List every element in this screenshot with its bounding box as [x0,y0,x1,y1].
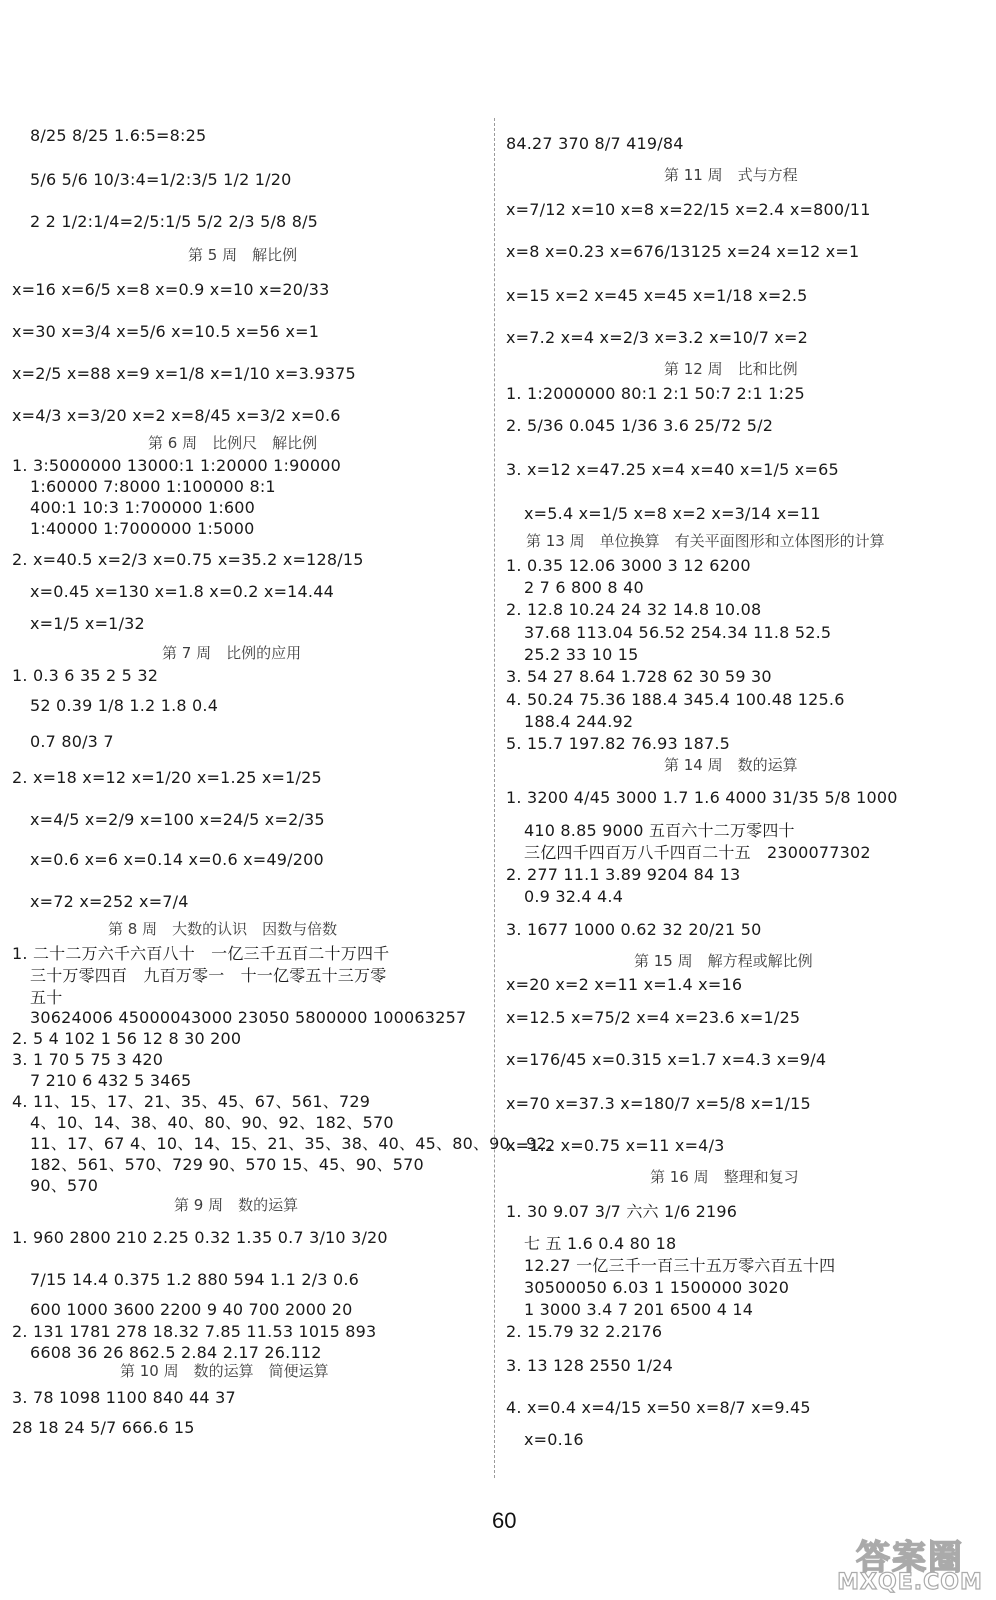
answer-line: 30624006 45000043000 23050 5800000 100063257 [30,1008,467,1027]
week-heading: 第 9 周 数的运算 [174,1196,299,1214]
answer-line: 30500050 6.03 1 1500000 3020 [524,1278,790,1297]
answer-line: 3. 13 128 2550 1/24 [506,1356,673,1375]
answer-line: 7 210 6 432 5 3465 [30,1071,192,1090]
week-heading: 第 10 周 数的运算 简便运算 [120,1362,329,1380]
answer-line: x=1/5 x=1/32 [30,614,145,633]
answer-line: 11、17、67 4、10、14、15、21、35、38、40、45、80、90、92、 [30,1134,564,1153]
week-heading: 第 16 周 整理和复习 [650,1168,799,1186]
week-heading: 第 5 周 解比例 [188,246,298,264]
answer-line: x=7.2 x=4 x=2/3 x=3.2 x=10/7 x=2 [506,328,809,347]
answer-line: x=2/5 x=88 x=9 x=1/8 x=1/10 x=3.9375 [12,364,356,383]
answer-line: 4. 11、15、17、21、35、45、67、561、729 [12,1092,371,1111]
answer-line: 3. x=12 x=47.25 x=4 x=40 x=1/5 x=65 [506,460,839,479]
answer-line: 1:40000 1:7000000 1:5000 [30,519,255,538]
answer-line: 1. 二十二万六千六百八十 一亿三千五百二十万四千 [12,944,390,963]
week-heading: 第 14 周 数的运算 [664,756,798,774]
answer-line: 0.9 32.4 4.4 [524,887,624,906]
answer-line: 52 0.39 1/8 1.2 1.8 0.4 [30,696,219,715]
answer-line: 3. 78 1098 1100 840 44 37 [12,1388,236,1407]
week-heading: 第 6 周 比例尺 解比例 [148,434,318,452]
watermark-text: 答案圈 [856,1538,964,1578]
answer-line: x=0.45 x=130 x=1.8 x=0.2 x=14.44 [30,582,334,601]
answer-line: 1. 0.3 6 35 2 5 32 [12,666,159,685]
answer-line: 0.7 80/3 7 [30,732,114,751]
answer-line: 28 18 24 5/7 666.6 15 [12,1418,195,1437]
answer-line: 2. 131 1781 278 18.32 7.85 11.53 1015 893 [12,1322,377,1341]
answer-line: 2 7 6 800 8 40 [524,578,644,597]
column-divider [494,118,495,1478]
answer-line: 五十 [30,988,63,1007]
answer-line: 90、570 [30,1176,99,1195]
answer-line: 188.4 244.92 [524,712,634,731]
answer-line: 12.27 一亿三千一百三十五万零六百五十四 [524,1256,836,1275]
answer-line: 三亿四千四百万八千四百二十五 2300077302 [524,843,871,862]
answer-line: 182、561、570、729 90、570 15、45、90、570 [30,1155,424,1174]
answer-line: 4. x=0.4 x=4/15 x=50 x=8/7 x=9.45 [506,1398,811,1417]
answer-line: 2. x=40.5 x=2/3 x=0.75 x=35.2 x=128/15 [12,550,364,569]
answer-line: 七 五 1.6 0.4 80 18 [524,1234,677,1253]
answer-line: x=0.6 x=6 x=0.14 x=0.6 x=49/200 [30,850,324,869]
answer-line: x=20 x=2 x=11 x=1.4 x=16 [506,975,743,994]
week-heading: 第 13 周 单位换算 有关平面图形和立体图形的计算 [526,532,885,550]
answer-line: 8/25 8/25 1.6:5=8:25 [30,126,207,145]
answer-line: 1. 3:5000000 13000:1 1:20000 1:90000 [12,456,342,475]
answer-line: 1. 3200 4/45 3000 1.7 1.6 4000 31/35 5/8 1000 [506,788,898,807]
answer-line: 5/6 5/6 10/3:4=1/2:3/5 1/2 1/20 [30,170,292,189]
answer-line: x=70 x=37.3 x=180/7 x=5/8 x=1/15 [506,1094,811,1113]
answer-line: 三十万零四百 九百万零一 十一亿零五十三万零 [30,966,387,985]
answer-line: 3. 1677 1000 0.62 32 20/21 50 [506,920,762,939]
week-heading: 第 12 周 比和比例 [664,360,798,378]
answer-line: x=0.16 [524,1430,584,1449]
answer-line: x=1.2 x=0.75 x=11 x=4/3 [506,1136,725,1155]
answer-line: x=7/12 x=10 x=8 x=22/15 x=2.4 x=800/11 [506,200,871,219]
answer-line: 6608 36 26 862.5 2.84 2.17 26.112 [30,1343,322,1362]
answer-line: x=4/5 x=2/9 x=100 x=24/5 x=2/35 [30,810,325,829]
page-number: 60 [492,1508,517,1533]
answer-line: x=176/45 x=0.315 x=1.7 x=4.3 x=9/4 [506,1050,827,1069]
answer-line: 3. 54 27 8.64 1.728 62 30 59 30 [506,667,772,686]
answer-line: 4、10、14、38、40、80、90、92、182、570 [30,1113,394,1132]
answer-line: 5. 15.7 197.82 76.93 187.5 [506,734,731,753]
answer-line: 4. 50.24 75.36 188.4 345.4 100.48 125.6 [506,690,845,709]
answer-line: 410 8.85 9000 五百六十二万零四十 [524,821,795,840]
answer-line: 2 2 1/2:1/4=2/5:1/5 5/2 2/3 5/8 8/5 [30,212,319,231]
answer-line: x=5.4 x=1/5 x=8 x=2 x=3/14 x=11 [524,504,821,523]
week-heading: 第 7 周 比例的应用 [162,644,302,662]
answer-line: 2. 5/36 0.045 1/36 3.6 25/72 5/2 [506,416,774,435]
answer-line: 2. 15.79 32 2.2176 [506,1322,663,1341]
answer-line: x=15 x=2 x=45 x=45 x=1/18 x=2.5 [506,286,808,305]
watermark-logo [830,1530,990,1596]
answer-line: 1:60000 7:8000 1:100000 8:1 [30,477,276,496]
answer-line: 2. 5 4 102 1 56 12 8 30 200 [12,1029,242,1048]
answer-line: 7/15 14.4 0.375 1.2 880 594 1.1 2/3 0.6 [30,1270,360,1289]
week-heading: 第 15 周 解方程或解比例 [634,952,813,970]
week-heading: 第 8 周 大数的认识 因数与倍数 [108,920,338,938]
answer-line: 84.27 370 8/7 419/84 [506,134,684,153]
answer-line: x=16 x=6/5 x=8 x=0.9 x=10 x=20/33 [12,280,330,299]
answer-line: 25.2 33 10 15 [524,645,639,664]
answer-line: 2. 12.8 10.24 24 32 14.8 10.08 [506,600,762,619]
answer-line: 3. 1 70 5 75 3 420 [12,1050,164,1069]
answer-line: 1. 30 9.07 3/7 六六 1/6 2196 [506,1202,738,1221]
answer-line: 400:1 10:3 1:700000 1:600 [30,498,256,517]
answer-line: 1. 960 2800 210 2.25 0.32 1.35 0.7 3/10 3/20 [12,1228,388,1247]
answer-line: 1. 1:2000000 80:1 2:1 50:7 2:1 1:25 [506,384,805,403]
answer-line: x=8 x=0.23 x=676/13125 x=24 x=12 x=1 [506,242,860,261]
answer-line: 2. x=18 x=12 x=1/20 x=1.25 x=1/25 [12,768,322,787]
answer-line: x=12.5 x=75/2 x=4 x=23.6 x=1/25 [506,1008,801,1027]
week-heading: 第 11 周 式与方程 [664,166,798,184]
answer-line: 37.68 113.04 56.52 254.34 11.8 52.5 [524,623,832,642]
answer-line: 600 1000 3600 2200 9 40 700 2000 20 [30,1300,353,1319]
answer-line: x=30 x=3/4 x=5/6 x=10.5 x=56 x=1 [12,322,320,341]
answer-line: x=72 x=252 x=7/4 [30,892,189,911]
answer-line: 2. 277 11.1 3.89 9204 84 13 [506,865,741,884]
watermark-url: MXQE.COM [837,1570,983,1595]
answer-line: 1. 0.35 12.06 3000 3 12 6200 [506,556,751,575]
answer-line: x=4/3 x=3/20 x=2 x=8/45 x=3/2 x=0.6 [12,406,341,425]
answer-line: 1 3000 3.4 7 201 6500 4 14 [524,1300,754,1319]
